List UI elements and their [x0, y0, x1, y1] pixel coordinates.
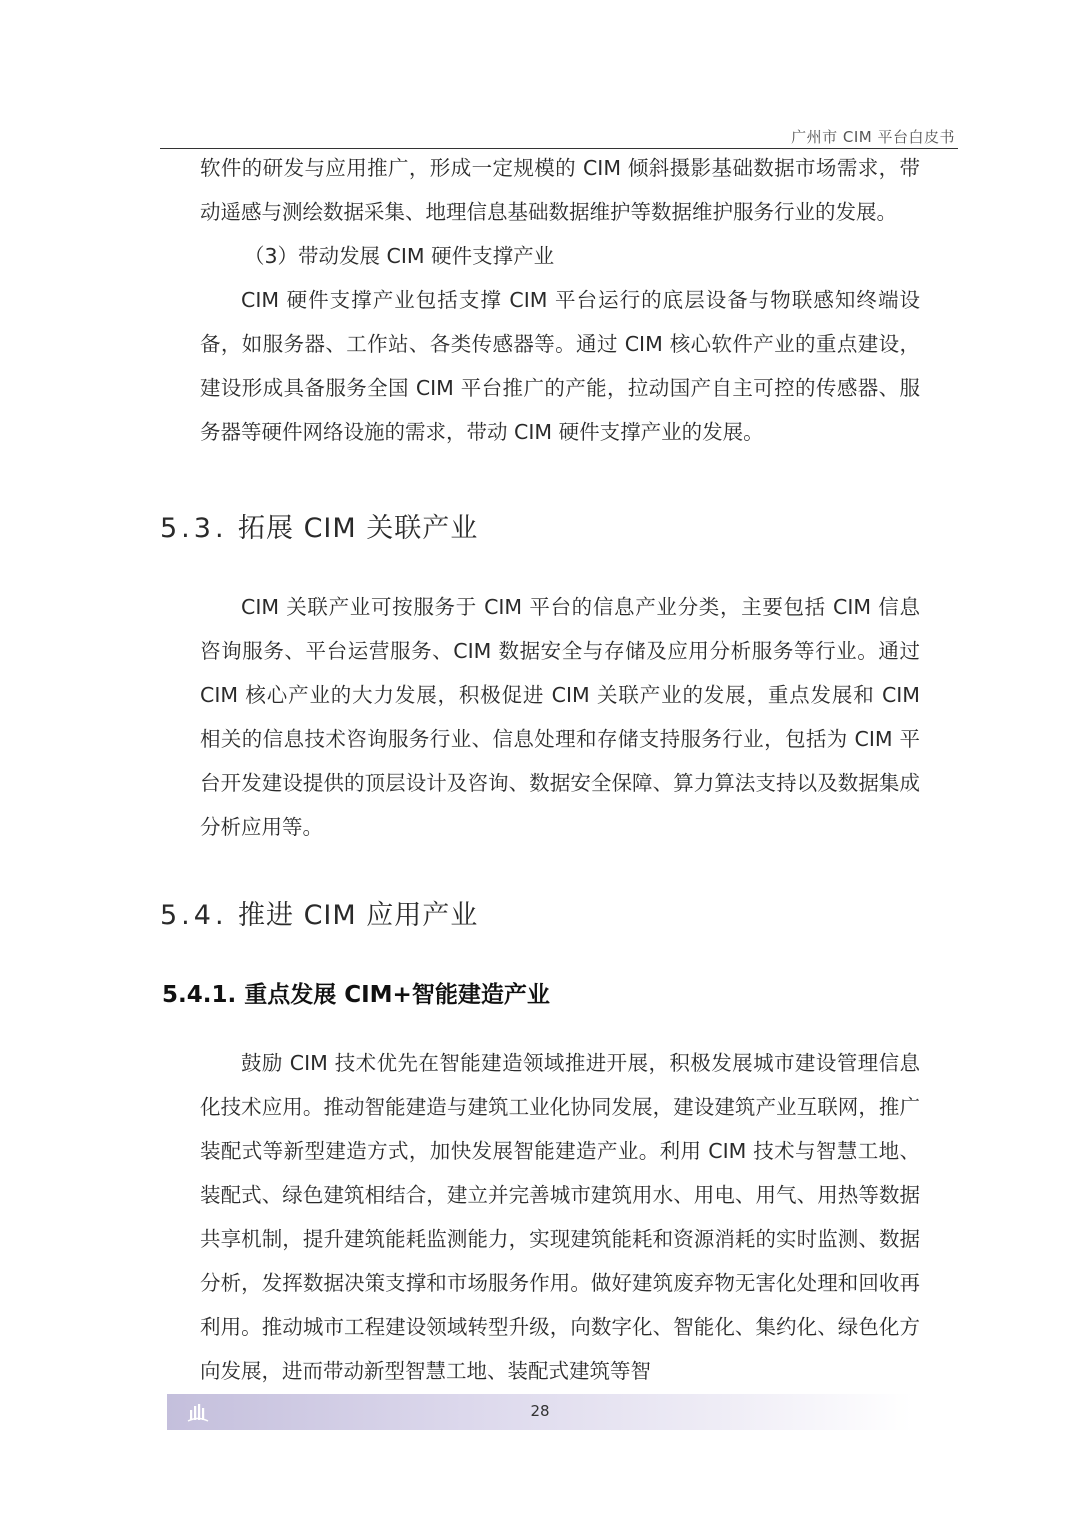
section-title: 拓展 CIM 关联产业	[238, 513, 479, 544]
section-number: 5.4.	[160, 900, 228, 931]
section-title: 推进 CIM 应用产业	[238, 900, 479, 931]
paragraph-5-4-1: 鼓励 CIM 技术优先在智能建造领域推进开展，积极发展城市建设管理信息化技术应用。推动智能建造与建筑工业化协同发展，建设建筑产业互联网，推广装配式等新型建造方式，加快发展智能建造产业。利用 CIM 技术与智慧工地、装配式、绿色建筑相结合，建立并完善城市建筑用水、用电、用气、用热等数据共享机制，提升建筑能耗监测能力，实现建筑能耗和资源消耗的实时监测、数据分析，发挥数据决策支撑和市场服务作用。做好建筑废弃物无害化处理和回收再利用。推动城市工程建设领域转型升级，向数字化、智能化、集约化、绿色化方向发展，进而带动新型智慧工地、装配式建筑等智	[200, 1051, 920, 1383]
section-number: 5.3.	[160, 513, 228, 544]
section-heading-5-4	[160, 893, 920, 932]
page-body	[160, 146, 920, 1393]
running-header: 广州市 CIM 平台白皮书	[791, 128, 955, 146]
section-heading-5-3	[160, 506, 920, 545]
paragraph-5-3: CIM 关联产业可按服务于 CIM 平台的信息产业分类，主要包括 CIM 信息咨询服务、平台运营服务、CIM 数据安全与存储及应用分析服务等行业。通过 CIM 核心产业的大力发展，积极促进 CIM 关联产业的发展，重点发展和 CIM 相关的信息技术咨询服务行业、信息处理和存储支持服务行业，包括为 CIM 平台开发建设提供的顶层设计及咨询、数据安全保障、算力算法支持以及数据集成分析应用等。	[200, 595, 920, 839]
page-number: 28	[530, 1402, 550, 1420]
footer-bar	[167, 1394, 913, 1430]
paragraph-continued: 软件的研发与应用推广，形成一定规模的 CIM 倾斜摄影基础数据市场需求，带动遥感与测绘数据采集、地理信息基础数据维护等数据维护服务行业的发展。	[200, 156, 920, 224]
subheading-hardware: （3）带动发展 CIM 硬件支撑产业	[244, 244, 555, 268]
paragraph-hardware: CIM 硬件支撑产业包括支撑 CIM 平台运行的底层设备与物联感知终端设备，如服务器、工作站、各类传感器等。通过 CIM 核心软件产业的重点建设，建设形成具备服务全国 CIM 平台推广的产能，拉动国产自主可控的传感器、服务器等硬件网络设施的需求，带动 CIM 硬件支撑产业的发展。	[200, 288, 920, 444]
subsection-heading-5-4-1: 5.4.1. 重点发展 CIM+智能建造产业	[162, 982, 550, 1008]
